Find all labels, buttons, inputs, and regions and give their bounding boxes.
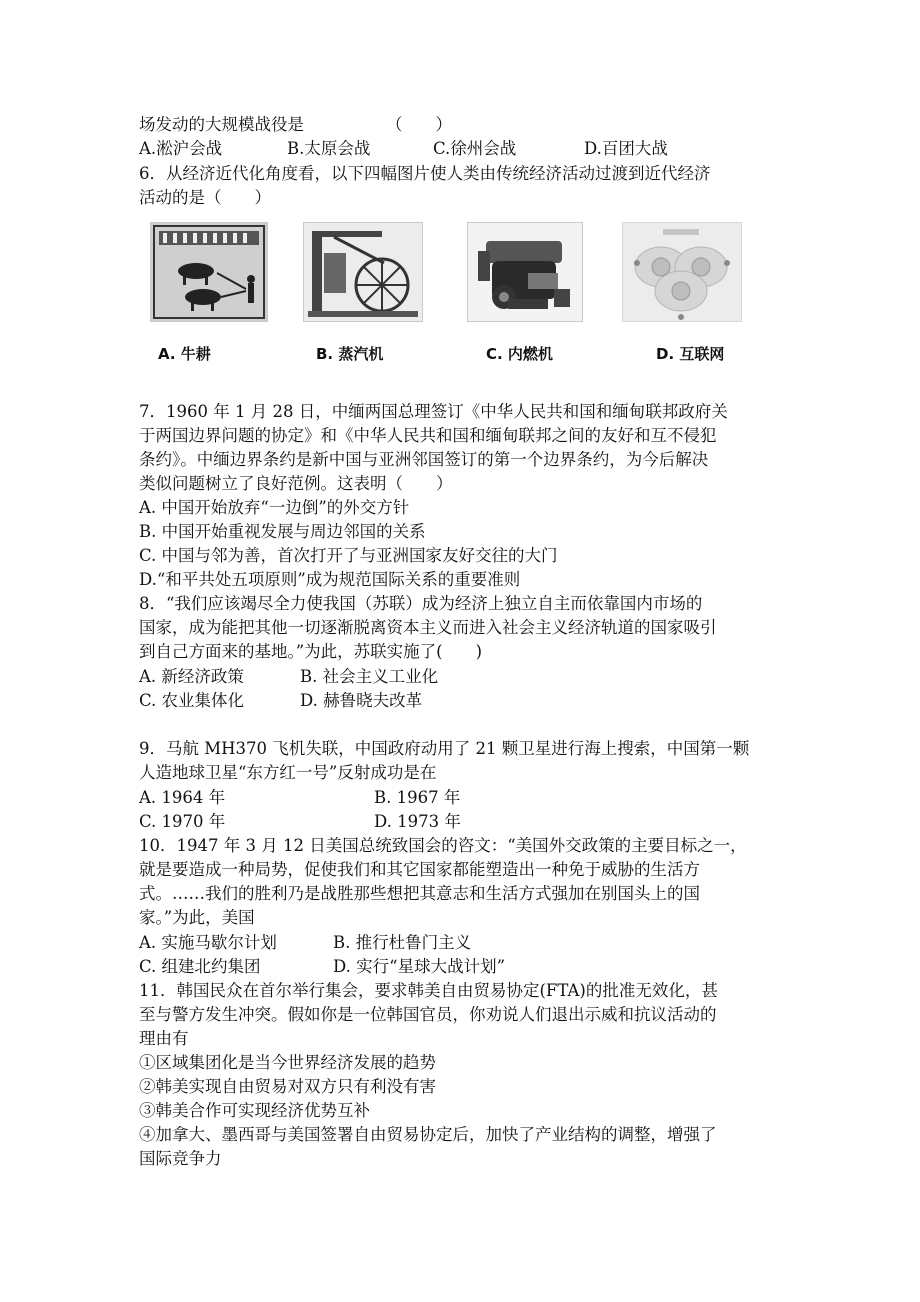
q11-stem-line2: 至与警方发生冲突。假如你是一位韩国官员，你劝说人们退出示威和抗议活动的 — [139, 1005, 717, 1024]
q7-option-b: B. 中国开始重视发展与周边邻国的关系 — [139, 522, 426, 541]
q5-option-b: B.太原会战 — [287, 139, 371, 158]
q11-stem-line3: 理由有 — [139, 1029, 189, 1048]
q8-stem-line2: 国家，成为能把其他一切逐渐脱离资本主义而进入社会主义经济轨道的国家吸引 — [139, 618, 717, 637]
q11-item-2: ②韩美实现自由贸易对双方只有利没有害 — [139, 1077, 436, 1096]
q10-option-a: A. 实施马歇尔计划 — [139, 933, 277, 952]
q11-item-4: ④加拿大、墨西哥与美国签署自由贸易协定后，加快了产业结构的调整，增强了 — [139, 1125, 717, 1144]
combustion-engine-image — [467, 222, 583, 322]
q5-option-d: D.百团大战 — [584, 139, 668, 158]
q8-option-a: A. 新经济政策 — [139, 667, 244, 686]
q8-option-b: B. 社会主义工业化 — [300, 667, 439, 686]
internet-image — [622, 222, 742, 322]
q7-option-d: D.“和平共处五项原则”成为规范国际关系的重要准则 — [139, 570, 521, 589]
q11-item-4-cont: 国际竞争力 — [139, 1149, 222, 1168]
q10-option-d: D. 实行“星球大战计划” — [333, 957, 506, 976]
q10-stem-line3: 式。……我们的胜利乃是战胜那些想把其意志和生活方式强加在别国头上的国 — [139, 884, 700, 903]
q7-option-c: C. 中国与邻为善，首次打开了与亚洲国家友好交往的大门 — [139, 546, 558, 565]
ox-plough-image — [150, 222, 268, 322]
q7-option-a: A. 中国开始放弃“一边倒”的外交方针 — [139, 498, 410, 517]
q10-stem-line1: 10．1947 年 3 月 12 日美国总统致国会的咨文：“美国外交政策的主要目标之一， — [139, 836, 747, 855]
q10-option-b: B. 推行杜鲁门主义 — [333, 933, 472, 952]
q5-option-a: A.淞沪会战 — [139, 139, 223, 158]
q6-stem-line1: 6．从经济近代化角度看，以下四幅图片使人类由传统经济活动过渡到近代经济 — [139, 164, 711, 183]
q11-item-1: ①区域集团化是当今世界经济发展的趋势 — [139, 1053, 436, 1072]
q7-stem-line2: 于两国边界问题的协定》和《中华人民共和国和缅甸联邦之间的友好和互不侵犯 — [139, 426, 717, 445]
q9-option-d: D. 1973 年 — [374, 812, 461, 831]
q8-stem-line1: 8．“我们应该竭尽全力使我国（苏联）成为经济上独立自主而依靠国内市场的 — [139, 594, 703, 613]
q5-stem: 场发动的大规模战役是 （ ） — [139, 115, 452, 134]
q6-caption-d: D. 互联网 — [656, 345, 725, 363]
q9-stem-line1: 9．马航 MH370 飞机失联，中国政府动用了 21 颗卫星进行海上搜索，中国第一颗 — [139, 739, 750, 758]
q8-option-c: C. 农业集体化 — [139, 691, 245, 710]
steam-engine-image — [303, 222, 423, 322]
q9-option-b: B. 1967 年 — [374, 788, 461, 807]
q5-option-c: C.徐州会战 — [433, 139, 517, 158]
q10-stem-line4: 家。”为此，美国 — [139, 908, 255, 927]
q6-caption-c: C. 内燃机 — [486, 345, 553, 363]
q8-option-d: D. 赫鲁晓夫改革 — [300, 691, 423, 710]
q7-stem-line3: 条约》。中缅边界条约是新中国与亚洲邻国签订的第一个边界条约，为今后解决 — [139, 450, 709, 469]
q9-option-c: C. 1970 年 — [139, 812, 226, 831]
q10-option-c: C. 组建北约集团 — [139, 957, 261, 976]
q6-caption-b: B. 蒸汽机 — [316, 345, 384, 363]
q7-stem-line4: 类似问题树立了良好范例。这表明（ ） — [139, 474, 453, 493]
q10-stem-line2: 就是要造成一种局势，促使我们和其它国家都能塑造出一种免于威胁的生活方 — [139, 860, 700, 879]
q7-stem-line1: 7．1960 年 1 月 28 日，中缅两国总理签订《中华人民共和国和缅甸联邦政府关 — [139, 402, 728, 421]
q8-stem-line3: 到自己方面来的基地。”为此，苏联实施了( ) — [139, 642, 483, 661]
q6-caption-a: A. 牛耕 — [158, 345, 211, 363]
q9-option-a: A. 1964 年 — [139, 788, 226, 807]
q9-stem-line2: 人造地球卫星“东方红一号”反射成功是在 — [139, 763, 437, 782]
q11-stem-line1: 11．韩国民众在首尔举行集会，要求韩美自由贸易协定(FTA)的批准无效化，甚 — [139, 981, 718, 1000]
q6-stem-line2: 活动的是（ ） — [139, 188, 271, 207]
q11-item-3: ③韩美合作可实现经济优势互补 — [139, 1101, 370, 1120]
